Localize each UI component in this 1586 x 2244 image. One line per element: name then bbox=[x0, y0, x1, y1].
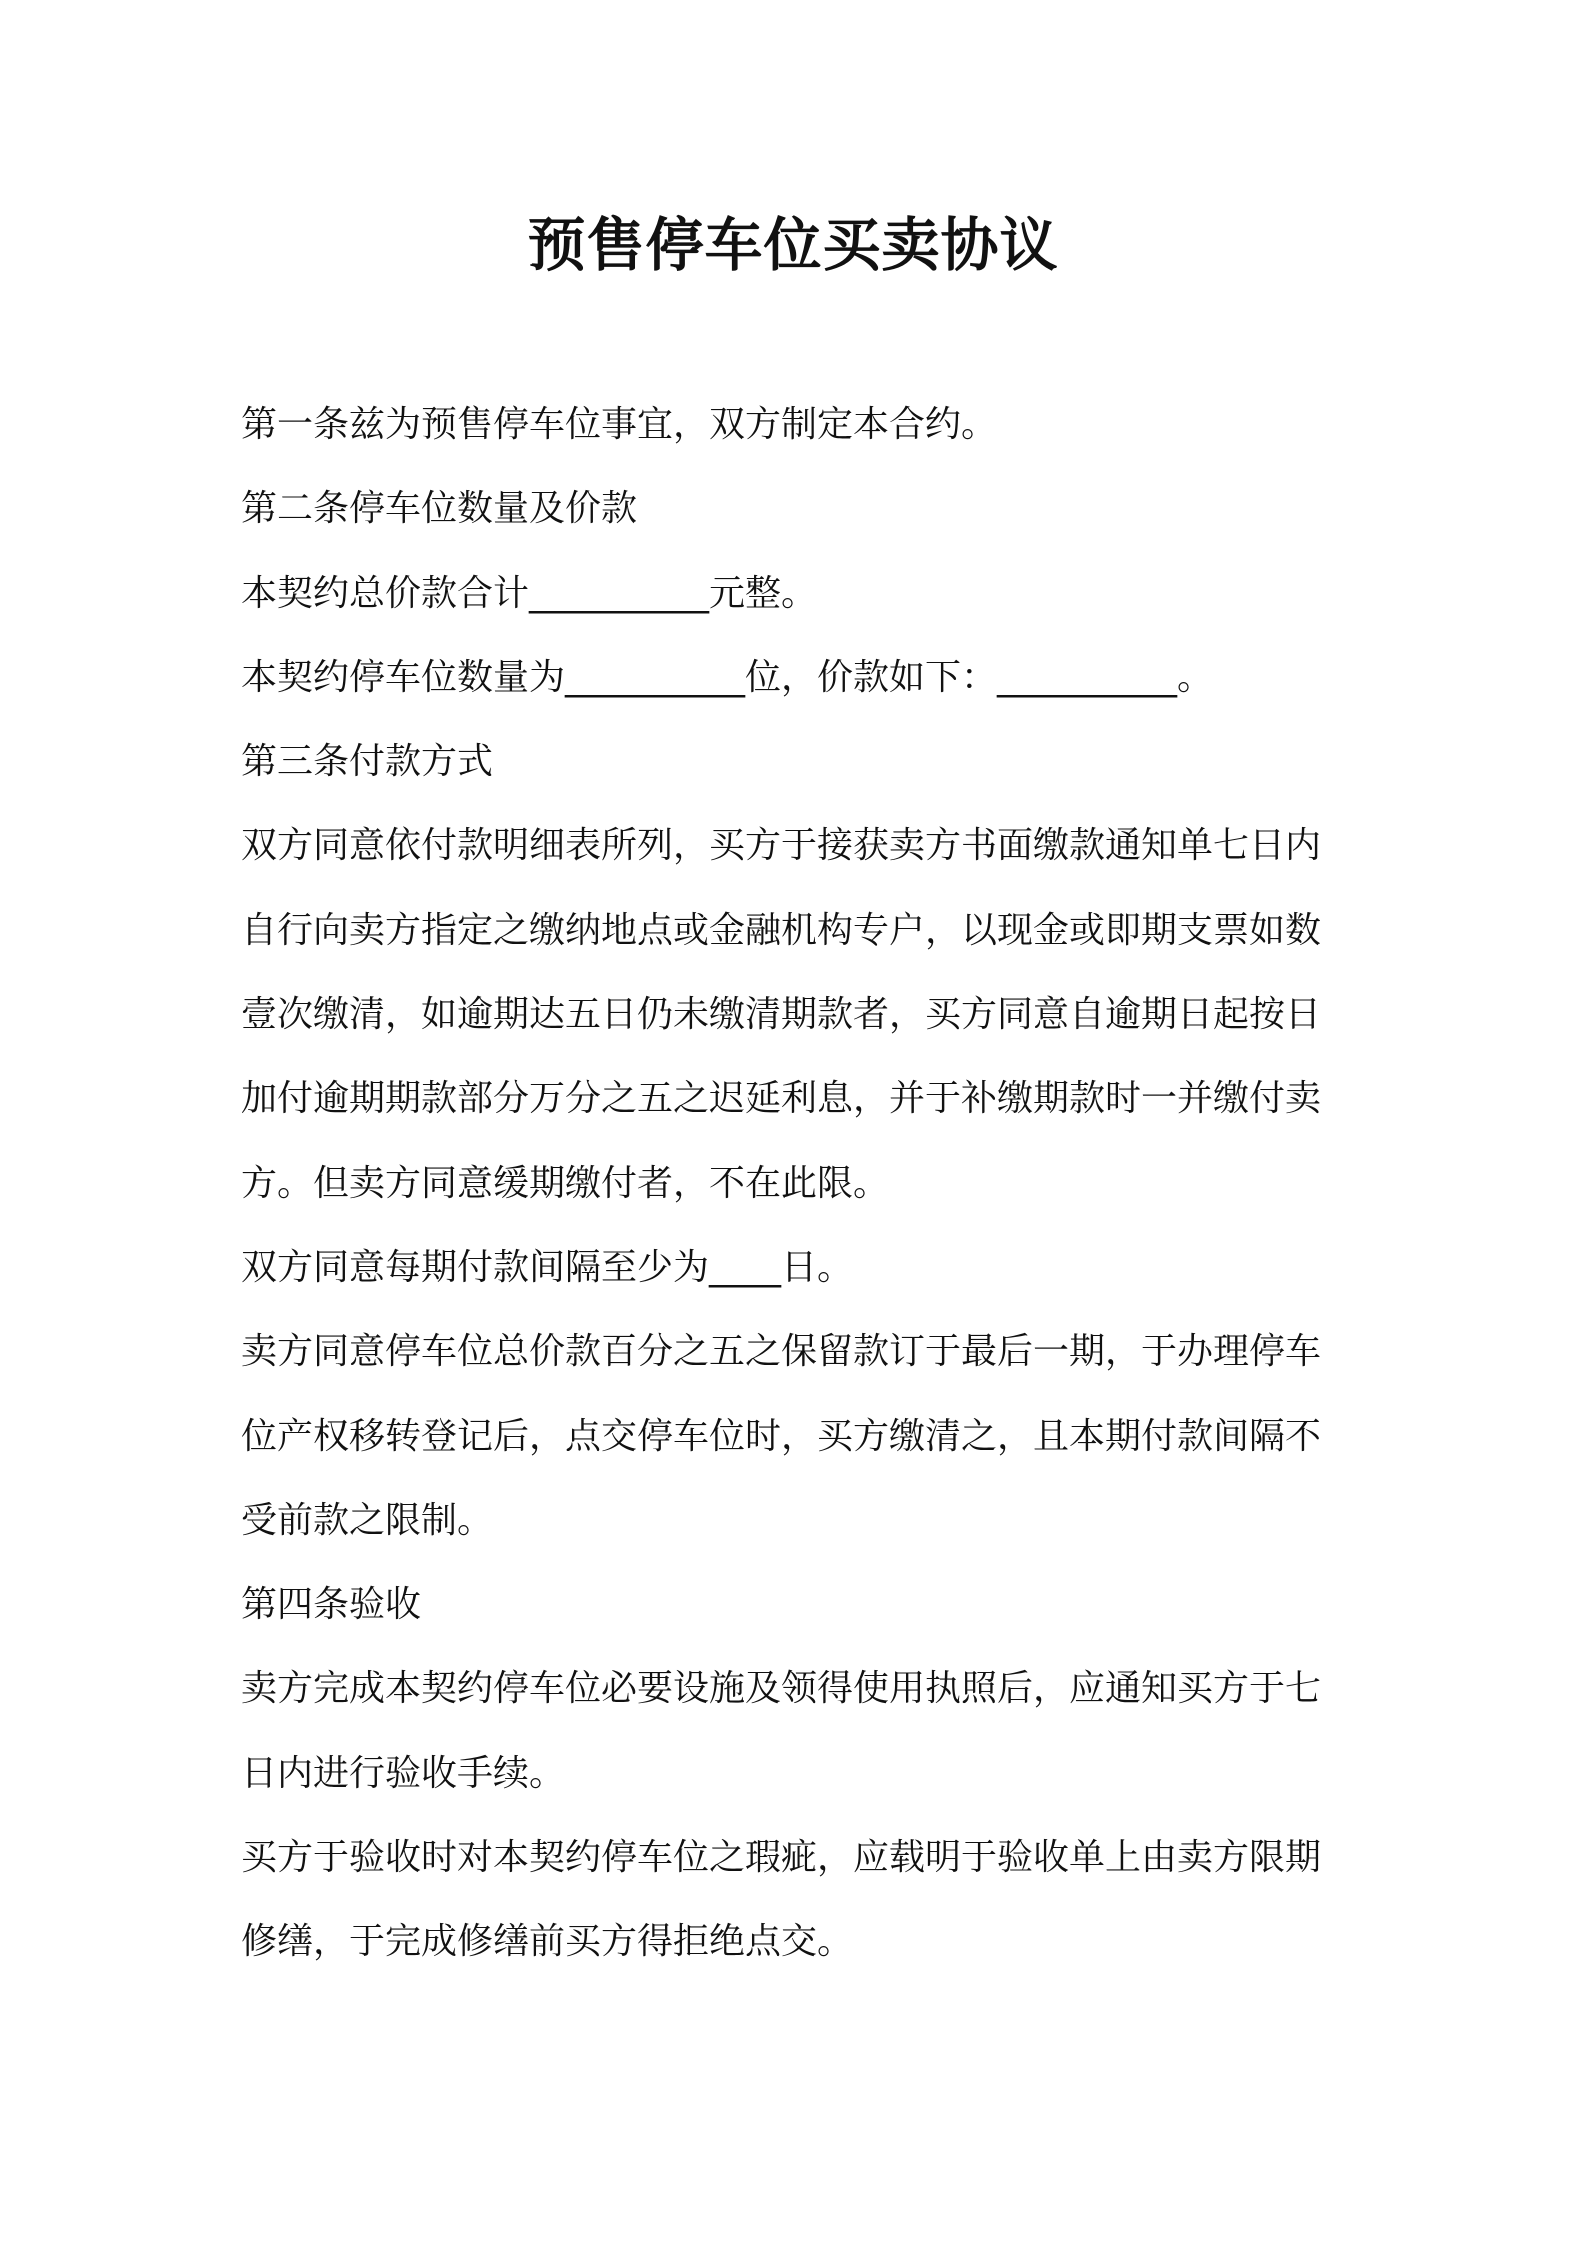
contract-body bbox=[241, 400, 1361, 2002]
defect-paragraph-line: 修缮，于完成修缮前买方得拒绝点交。 bbox=[241, 1921, 854, 1963]
payment-paragraph-line: 壹次缴清，如逾期达五日仍未缴清期款者，买方同意自逾期日起按日 bbox=[241, 994, 1322, 1036]
clause-1-text: 第一条兹为预售停车位事宜，双方制定本合约。 bbox=[241, 404, 998, 445]
clause-2-heading: 第二条停车位数量及价款 bbox=[241, 488, 638, 530]
clause-3-heading: 第三条付款方式 bbox=[241, 741, 494, 783]
document-title: 预售停车位买卖协议 bbox=[527, 211, 1059, 279]
retention-paragraph-line: 位产权移转登记后，点交停车位时，买方缴清之，且本期付款间隔不 bbox=[241, 1415, 1322, 1457]
payment-paragraph-line: 自行向卖方指定之缴纳地点或金融机构专户，以现金或即期支票如数 bbox=[241, 909, 1322, 951]
total-price-line: 本契约总价款合计__________元整。 bbox=[241, 572, 818, 614]
payment-interval-line: 双方同意每期付款间隔至少为____日。 bbox=[241, 1246, 854, 1288]
retention-paragraph-line: 受前款之限制。 bbox=[241, 1499, 494, 1541]
payment-paragraph-line: 方。但卖方同意缓期缴付者，不在此限。 bbox=[241, 1162, 890, 1204]
clause-4-heading: 第四条验收 bbox=[241, 1584, 422, 1626]
inspection-paragraph-line: 卖方完成本契约停车位必要设施及领得使用执照后，应通知买方于七 bbox=[241, 1668, 1322, 1710]
retention-paragraph-line: 卖方同意停车位总价款百分之五之保留款订于最后一期，于办理停车 bbox=[241, 1331, 1322, 1373]
payment-paragraph-line: 双方同意依付款明细表所列，买方于接获卖方书面缴款通知单七日内 bbox=[241, 825, 1322, 867]
parking-quantity-line: 本契约停车位数量为__________位，价款如下：__________。 bbox=[241, 656, 1214, 698]
payment-paragraph-line: 加付逾期期款部分万分之五之迟延利息，并于补缴期款时一并缴付卖 bbox=[241, 1078, 1322, 1120]
defect-paragraph-line: 买方于验收时对本契约停车位之瑕疵，应载明于验收单上由卖方限期 bbox=[241, 1837, 1322, 1879]
inspection-paragraph-line: 日内进行验收手续。 bbox=[241, 1752, 566, 1794]
